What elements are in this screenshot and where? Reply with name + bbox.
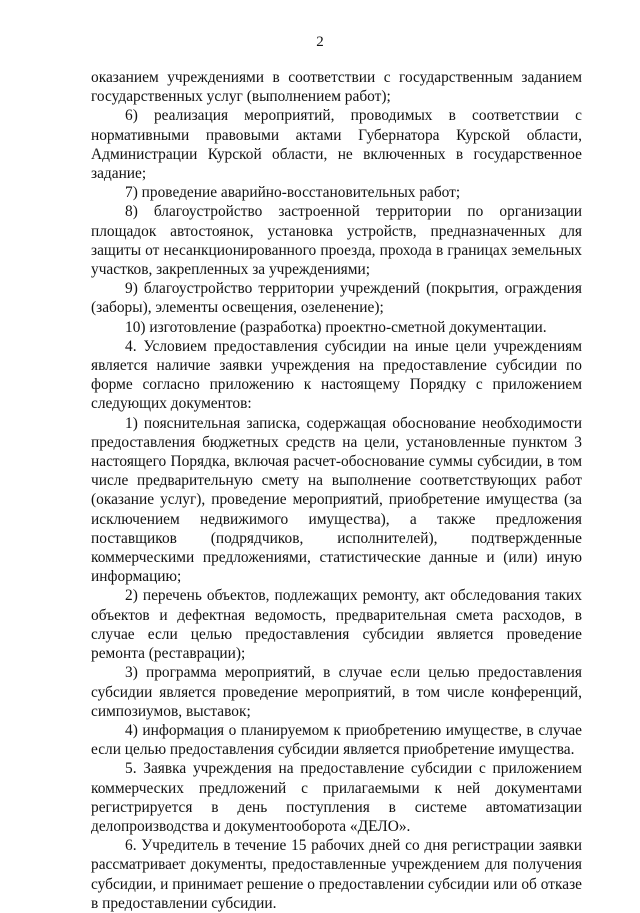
- paragraph-doc-2: 2) перечень объектов, подлежащих ремонту, акт обследования таких объектов и дефектная ведомость, предварительная смета расходов, в случае если целью предоставления субсидии является проведение ремонта (реставрации);: [91, 587, 582, 663]
- paragraph-section-4: 4. Условием предоставления субсидии на иные цели учреждениям является наличие заявки учреждения на предоставление субсидии по форме согласно приложению к настоящему Порядку с приложением следующих документов:: [91, 337, 582, 413]
- paragraph-section-5: 5. Заявка учреждения на предоставление субсидии с приложением коммерческих предложений с прилагаемыми к ней документами регистрируется в день поступления в системе автоматизации делопроизводства и документооборота «ДЕЛО».: [91, 760, 582, 835]
- paragraph-doc-3: 3) программа мероприятий, в случае если целью предоставления субсидии является проведение мероприятий, в том числе конференций, симпозиумов, выставок;: [91, 664, 582, 720]
- paragraph-doc-1: 1) пояснительная записка, содержащая обоснование необходимости предоставления бюджетных средств на цели, установленные пунктом 3 настоящего Порядка, включая расчет-обоснование суммы субсидии, в том числе предварительную смету на выполнение соответствующих работ (оказание услуг), проведение мероприятий, приобретение имущества (за исключением недвижимого имущества), а также предложения поставщиков (подрядчиков, исполнителей), подтвержденные коммерческими предложениями, статистические данные и (или) иную информацию;: [91, 414, 582, 586]
- paragraph-item-9: 9) благоустройство территории учреждений (покрытия, ограждения (заборы), элементы освещения, озеленение);: [91, 280, 582, 317]
- paragraph-item-7: 7) проведение аварийно-восстановительных работ;: [125, 184, 461, 202]
- paragraph-item-8: 8) благоустройство застроенной территории по организации площадок автостоянок, установка устройств, предназначенных для защиты от несанкционированного проезда, прохода в границах земельных участков, закрепленных за учреждениями;: [91, 203, 582, 279]
- paragraph-item-6: 6) реализация мероприятий, проводимых в соответствии с нормативными правовыми актами Губернатора Курской области, Администрации Курской области, не включенных в государственное задание;: [91, 107, 582, 183]
- paragraph-doc-4: 4) информация о планируемом к приобретению имуществе, в случае если целью предоставления субсидии является приобретение имущества.: [91, 721, 582, 759]
- body-text: [91, 68, 582, 913]
- page-number: 2: [316, 34, 324, 50]
- paragraph-item-10: 10) изготовление (разработка) проектно-сметной документации.: [125, 318, 547, 336]
- paragraph-continuation: оказанием учреждениями в соответствии с государственным заданием государственных услуг (выполнением работ);: [91, 69, 582, 106]
- paragraph-section-6: 6. Учредитель в течение 15 рабочих дней со дня регистрации заявки рассматривает документы, предоставленные учреждением для получения субсидии, и принимает решение о предоставлении субсидии или об отказе в предоставлении субсидии.: [91, 837, 582, 912]
